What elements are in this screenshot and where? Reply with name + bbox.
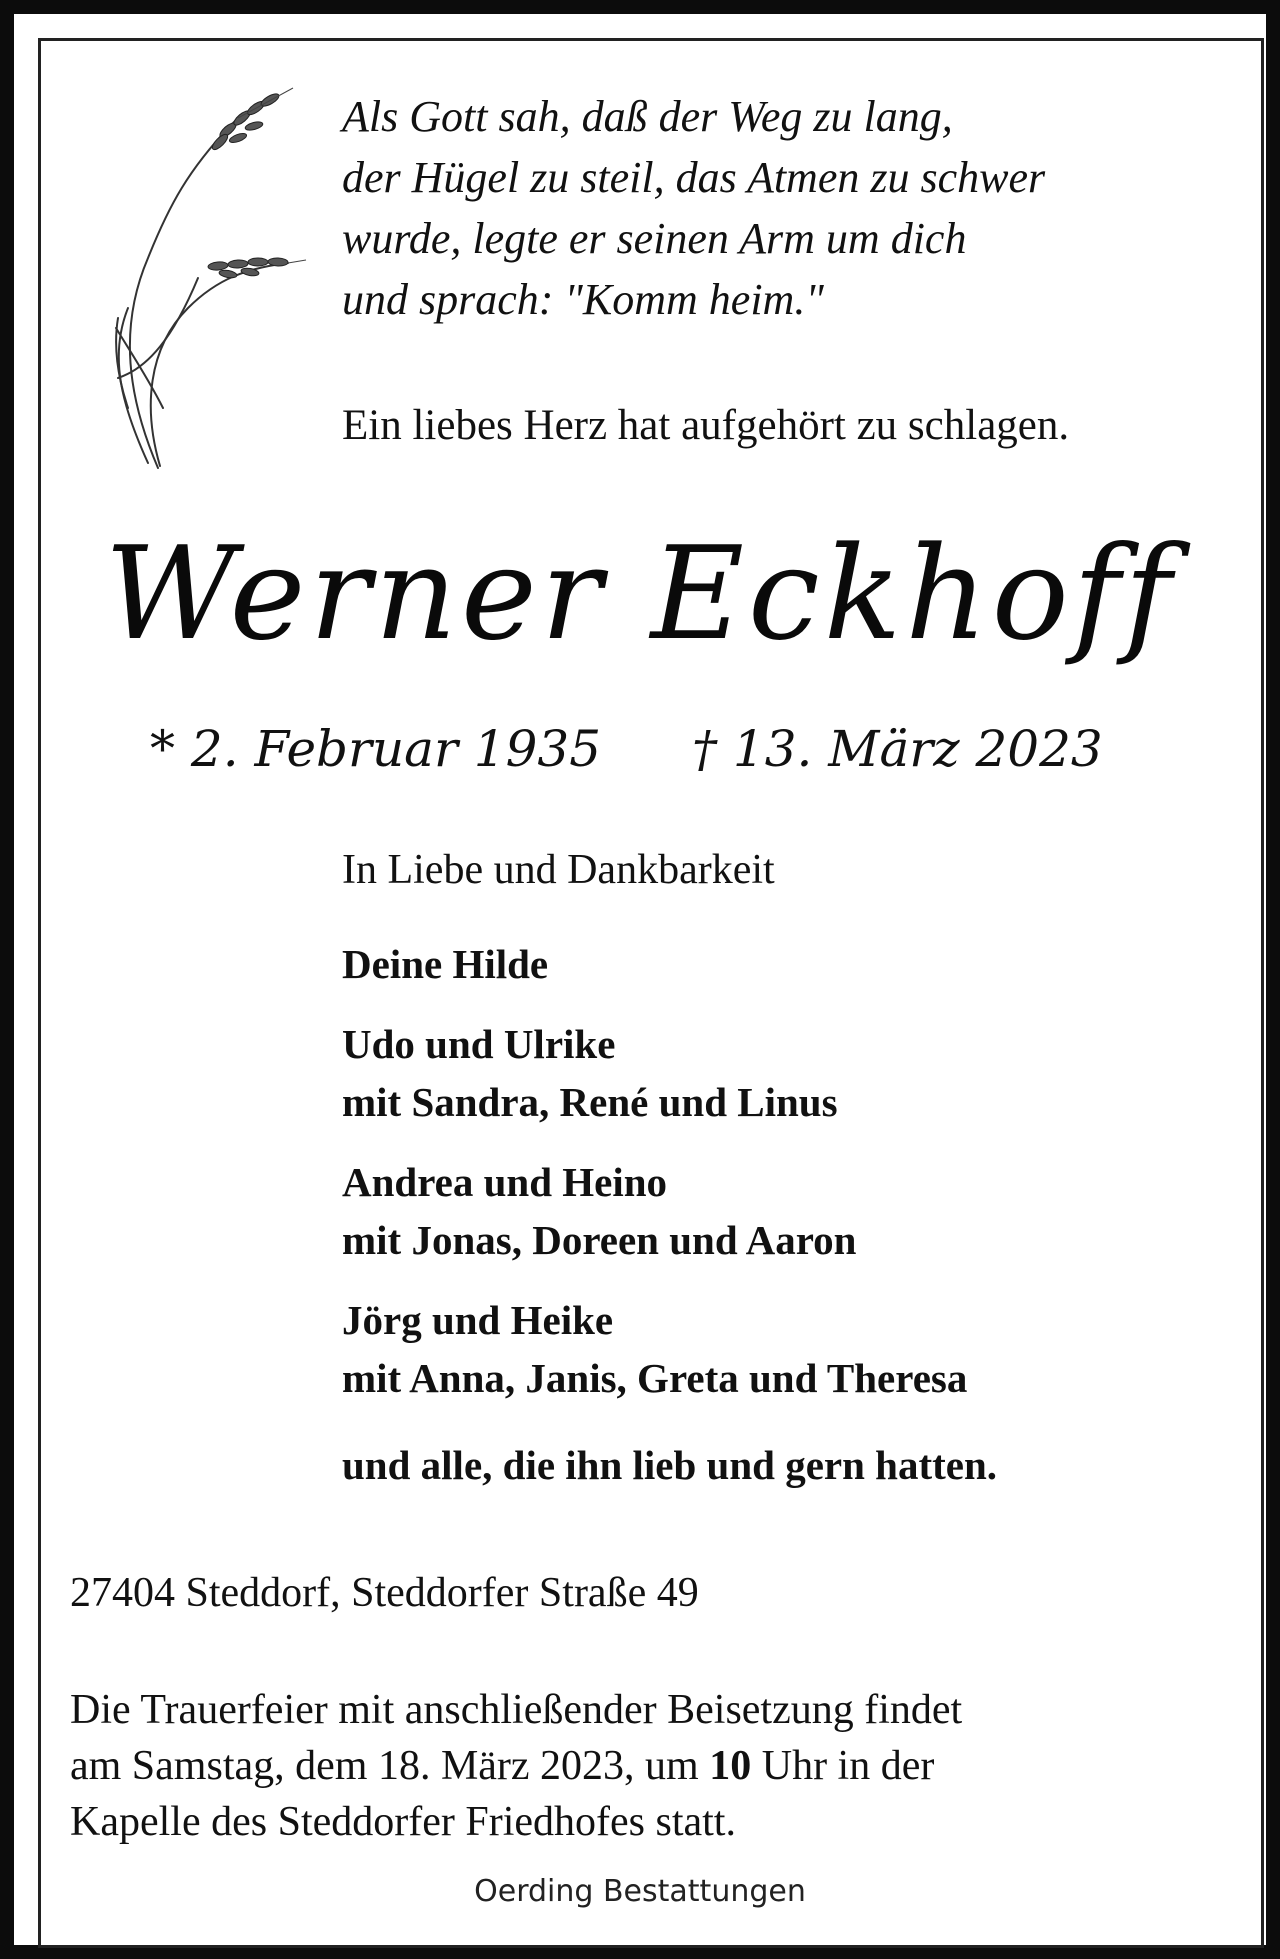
mourner-line: mit Anna, Janis, Greta und Theresa [342, 1355, 968, 1401]
service-line [70, 1738, 962, 1794]
deceased-name: Werner Eckhoff [104, 520, 1176, 669]
mourner-line: Jörg und Heike [342, 1297, 614, 1343]
mourners-closing: und alle, die ihn lieb und gern hatten. [342, 1442, 998, 1488]
mourner-group [342, 1015, 967, 1131]
mourners-intro: In Liebe und Dankbarkeit [342, 847, 775, 893]
service-notice [70, 1682, 962, 1850]
mourner-line: Udo und Ulrike [342, 1021, 616, 1067]
poem-line: und sprach: "Komm heim." [342, 275, 824, 324]
service-time-text: Uhr in der [751, 1743, 935, 1789]
service-line: Kapelle des Steddorfer Friedhofes statt. [70, 1799, 736, 1845]
poem-line: Als Gott sah, daß der Weg zu lang, [342, 92, 953, 141]
mourner-group [342, 1291, 967, 1407]
mourner-group [342, 1153, 967, 1269]
service-hour: 10 [709, 1743, 752, 1789]
mourners-list [342, 935, 967, 1429]
mourner-line: mit Jonas, Doreen und Aaron [342, 1217, 857, 1263]
funeral-home: Oerding Bestattungen [474, 1874, 806, 1909]
address: 27404 Steddorf, Steddorfer Straße 49 [70, 1570, 699, 1616]
service-line: Die Trauerfeier mit anschließender Beisetzung findet [70, 1687, 963, 1733]
wheat-stalks-icon [88, 78, 308, 478]
heart-line: Ein liebes Herz hat aufgehört zu schlagen. [342, 402, 1070, 449]
mourner-line: Andrea und Heino [342, 1159, 668, 1205]
poem-line: wurde, legte er seinen Arm um dich [342, 214, 967, 263]
death-date: † 13. März 2023 [692, 720, 1103, 778]
mourner-group [342, 935, 967, 993]
mourner-line: mit Sandra, René und Linus [342, 1079, 838, 1125]
poem [342, 86, 1045, 330]
service-date-text: am Samstag, dem 18. März 2023, um [70, 1743, 710, 1789]
mourner-line: Deine Hilde [342, 941, 549, 987]
poem-line: der Hügel zu steil, das Atmen zu schwer [342, 153, 1046, 202]
birth-date: * 2. Februar 1935 [150, 720, 602, 778]
